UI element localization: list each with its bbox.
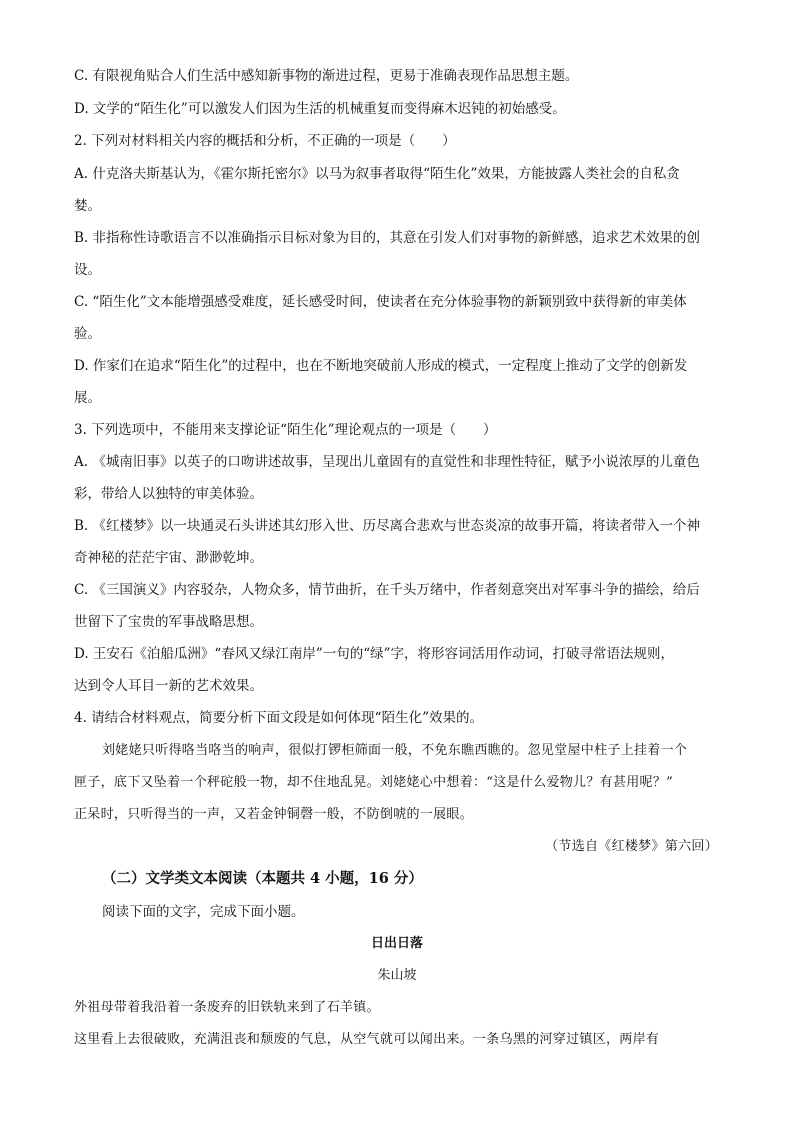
q2-option-c: C. “陌生化”文本能增强感受难度，延长感受时间，使读者在充分体验事物的新颖别致中获得新的审美体: [74, 294, 687, 310]
q2-option-d: D. 作家们在追求“陌生化”的过程中，也在不断地突破前人形成的模式，一定程度上推动了文学的创新发: [74, 358, 688, 374]
q4-excerpt-line-2: 匣子，底下又坠着一个秤砣般一物，却不住地乱晃。刘姥姥心中想着：“这是什么爱物儿？有甚用呢？”: [74, 775, 674, 790]
q3-option-b: B. 《红楼梦》以一块通灵石头讲述其幻形入世、历尽离合悲欢与世态炎凉的故事开篇，将读者带入一个神: [74, 518, 701, 534]
q3-option-b-cont: 奇神秘的茫茫宇宙、渺渺乾坤。: [74, 550, 263, 566]
q4-excerpt-line-3: 正呆时，只听得当的一声，又若金钟铜磬一般，不防倒唬的一展眼。: [74, 807, 474, 822]
q2-stem: 2. 下列对材料相关内容的概括和分析，不正确的一项是（ ）: [74, 133, 456, 149]
q2-option-c-cont: 验。: [74, 326, 101, 342]
q1-option-d: D. 文学的“陌生化”可以激发人们因为生活的机械重复而变得麻木迟钝的初始感受。: [74, 101, 566, 117]
q2-option-a: A. 什克洛夫斯基认为，《霍尔斯托密尔》以马为叙事者取得“陌生化”效果，方能披露人类社会的自私贪: [74, 166, 680, 182]
q2-option-b: B. 非指称性诗歌语言不以准确指示目标对象为目的，其意在引发人们对事物的新鲜感，追求艺术效果的创: [74, 230, 701, 246]
q3-option-a: A. 《城南旧事》以英子的口吻讲述故事，呈现出儿童固有的直觉性和非理性特征，赋予小说浓厚的儿童色: [74, 454, 700, 470]
article-paragraph-2: 这里看上去很破败，充满沮丧和颓废的气息，从空气就可以闻出来。一条乌黑的河穿过镇区，两岸有: [74, 1032, 660, 1047]
q2-option-b-cont: 设。: [74, 262, 101, 278]
q4-source: （节选自《红楼梦》第六回）: [545, 839, 718, 854]
section-heading: （二）文学类文本阅读（本题共 4 小题，16 分）: [102, 870, 423, 887]
q3-stem: 3. 下列选项中，不能用来支撑论证“陌生化”理论观点的一项是（ ）: [74, 422, 497, 438]
article-title: 日出日落: [370, 936, 423, 951]
article-author: 朱山坡: [377, 968, 417, 983]
q2-option-a-cont: 婪。: [74, 198, 101, 214]
section-instruction: 阅读下面的文字，完成下面小题。: [102, 904, 305, 920]
q3-option-d-cont: 达到令人耳目一新的艺术效果。: [74, 678, 263, 694]
q3-option-d: D. 王安石《泊船瓜洲》“春风又绿江南岸”一句的“绿”字，将形容词活用作动词，打破寻常语法规则，: [74, 646, 675, 662]
q3-option-c-cont: 世留下了宝贵的军事战略思想。: [74, 614, 263, 630]
q3-option-c: C. 《三国演义》内容驳杂，人物众多，情节曲折，在千头万绪中，作者刻意突出对军事斗争的描绘，给后: [74, 582, 700, 598]
q3-option-a-cont: 彩，带给人以独特的审美体验。: [74, 486, 263, 502]
article-paragraph-1: 外祖母带着我沿着一条废弃的旧铁轨来到了石羊镇。: [74, 1000, 380, 1015]
q4-excerpt-line-1: 刘姥姥只听得咯当咯当的响声，很似打锣柜筛面一般，不免东瞧西瞧的。忽见堂屋中柱子上挂着一个: [102, 743, 688, 758]
q4-stem: 4. 请结合材料观点，简要分析下面文段是如何体现“陌生化”效果的。: [74, 710, 483, 726]
q2-option-d-cont: 展。: [74, 390, 101, 406]
q1-option-c: C. 有限视角贴合人们生活中感知新事物的渐进过程，更易于准确表现作品思想主题。: [74, 68, 579, 84]
